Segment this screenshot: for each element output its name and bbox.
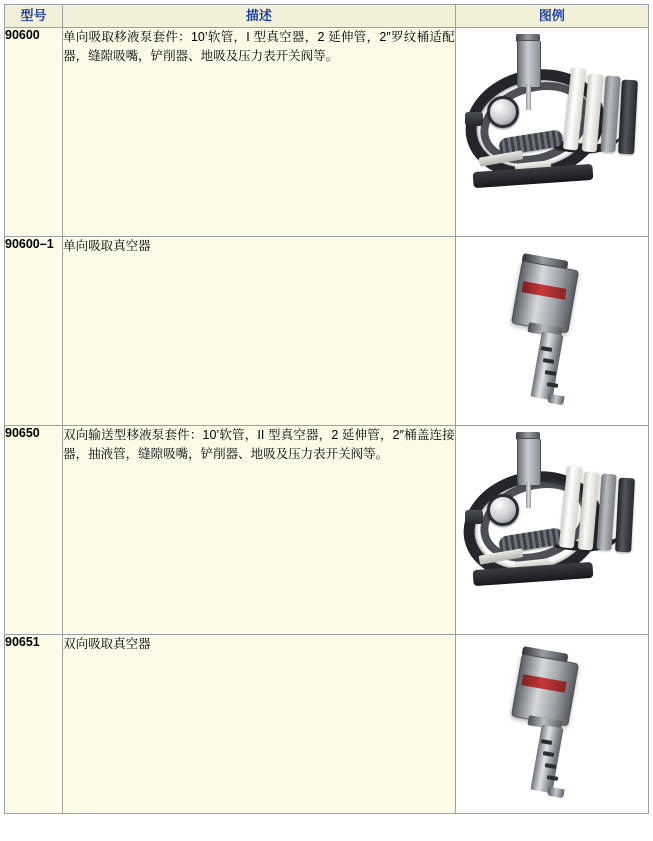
product-table (4, 4, 649, 814)
pump-body-icon (517, 40, 541, 88)
kit-illustration (459, 426, 645, 634)
cell-description: 双向吸取真空器 (63, 635, 456, 814)
cell-image (455, 28, 648, 237)
vacuum-body-icon (511, 653, 579, 726)
cell-model: 90650 (5, 426, 63, 635)
table-header (5, 5, 649, 28)
vacuum-tip-icon (547, 394, 564, 406)
table-row (5, 237, 649, 426)
pressure-gauge-icon (487, 494, 519, 526)
pump-stem-icon (526, 84, 531, 110)
table-row (5, 28, 649, 237)
cell-description: 单向吸取真空器 (63, 237, 456, 426)
valve-icon (465, 112, 483, 126)
vacuum-shaft-icon (530, 725, 563, 794)
vacuum-body-icon (511, 260, 579, 333)
vacuum-unit-single-photo (456, 237, 648, 425)
vacuum-unit-illustration (492, 251, 612, 411)
table-row (5, 635, 649, 814)
column-header-model: 型号 (5, 5, 63, 28)
cell-image (455, 237, 648, 426)
document-page (0, 4, 653, 841)
cell-image (455, 635, 648, 814)
vacuum-unit-illustration (492, 644, 612, 804)
column-header-description: 描述 (63, 5, 456, 28)
pump-kit-type-i-photo (456, 28, 648, 236)
column-header-image: 图例 (455, 5, 648, 28)
pump-kit-type-ii-photo (456, 426, 648, 634)
table-body (5, 28, 649, 814)
cell-model: 90651 (5, 635, 63, 814)
vacuum-unit-double-photo (456, 635, 648, 813)
cell-model: 90600 (5, 28, 63, 237)
table-header-row (5, 5, 649, 28)
valve-icon (465, 510, 483, 524)
vacuum-shaft-icon (530, 332, 563, 401)
vacuum-tip-icon (547, 787, 564, 799)
cell-image (455, 426, 648, 635)
table-row (5, 426, 649, 635)
kit-illustration (459, 28, 645, 236)
cell-description: 单向吸取移液泵套件：10’软管，I 型真空器，2 延伸管，2″罗纹桶适配器，缝隙吸嘴，铲削器、地吸及压力表开关阀等。 (63, 28, 456, 237)
extension-tube-icon (618, 80, 638, 155)
pump-stem-icon (526, 482, 531, 508)
pump-body-icon (517, 438, 541, 486)
cell-model: 90600–1 (5, 237, 63, 426)
cell-description: 双向输送型移液泵套件：10’软管，II 型真空器，2 延伸管，2″桶盖连接器，抽液管，缝隙吸嘴，铲削器、地吸及压力表开关阀等。 (63, 426, 456, 635)
pressure-gauge-icon (487, 96, 519, 128)
extension-tube-icon (615, 478, 635, 553)
